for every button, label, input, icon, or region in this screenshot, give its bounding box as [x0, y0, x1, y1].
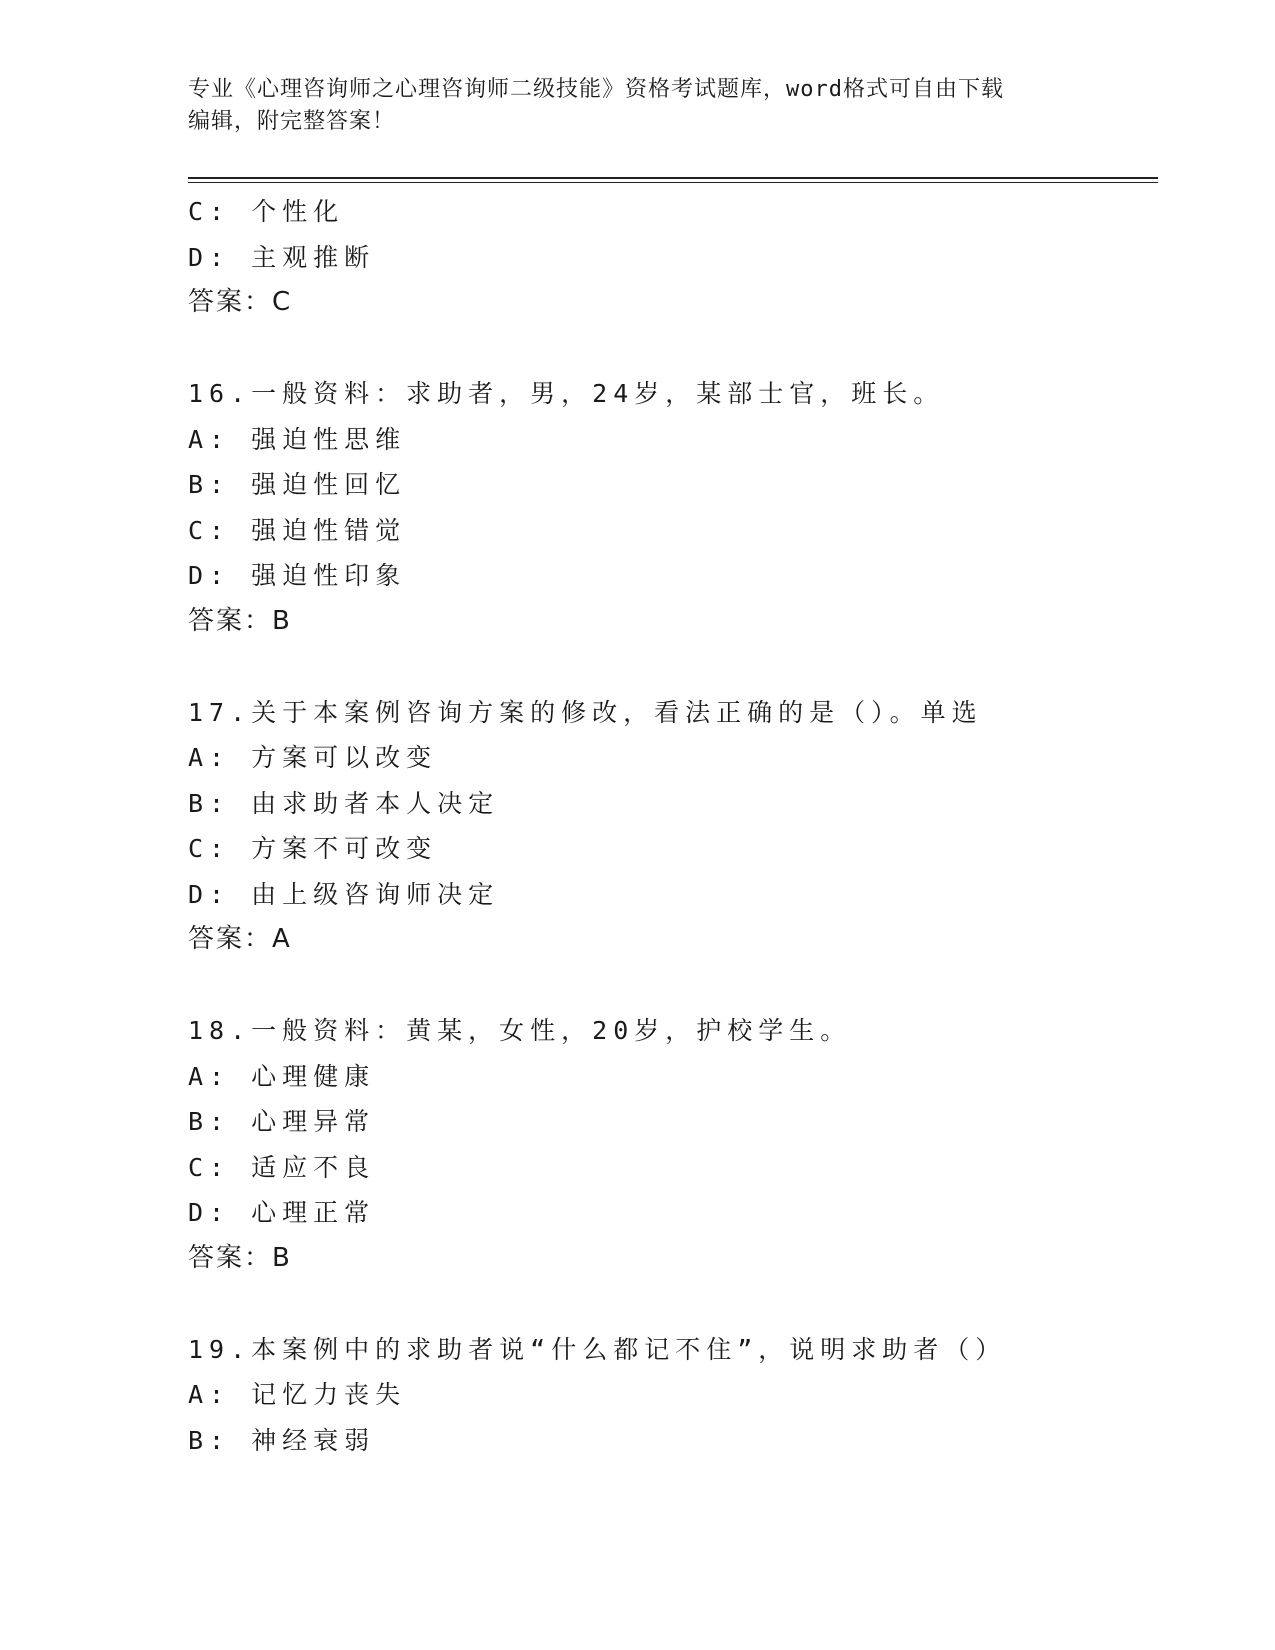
spacer — [188, 644, 1138, 690]
question-stem: 17.关于本案例咨询方案的修改，看法正确的是（）。单选 — [188, 697, 983, 727]
option-b: B: 由求助者本人决定 — [188, 788, 500, 818]
spacer — [188, 326, 1138, 372]
spacer — [188, 1281, 1138, 1327]
document-header — [188, 74, 1088, 138]
header-line-2: 编辑，附完整答案！ — [188, 109, 396, 134]
option-c: C: 适应不良 — [188, 1152, 376, 1182]
option-c: C: 方案不可改变 — [188, 834, 438, 863]
option-a: A: 强迫性思维 — [188, 424, 407, 454]
question-19 — [188, 1327, 1138, 1464]
option-b: B: 强迫性回忆 — [188, 470, 407, 499]
header-divider-thick — [188, 177, 1158, 179]
option-c: C: 个性化 — [188, 197, 345, 226]
option-b: B: 神经衰弱 — [188, 1425, 376, 1455]
option-c: C: 强迫性错觉 — [188, 515, 407, 545]
option-a: A: 心理健康 — [188, 1061, 376, 1091]
answer-line: 答案：B — [188, 605, 292, 636]
question-16 — [188, 371, 1138, 644]
question-17 — [188, 690, 1138, 963]
question-stem: 18.一般资料：黄某，女性，20岁，护校学生。 — [188, 1016, 852, 1045]
option-d: D: 强迫性印象 — [188, 561, 407, 590]
option-d: D: 心理正常 — [188, 1198, 376, 1227]
answer-line: 答案：A — [188, 924, 292, 954]
question-stem: 19.本案例中的求助者说“什么都记不住”，说明求助者（） — [188, 1334, 1007, 1364]
option-b: B: 心理异常 — [188, 1107, 376, 1136]
question-15-continued — [188, 189, 1138, 326]
question-list — [188, 189, 1138, 1463]
spacer — [188, 963, 1138, 1009]
option-a: A: 记忆力丧失 — [188, 1380, 407, 1409]
question-18 — [188, 1008, 1138, 1281]
answer-line: 答案：B — [188, 1242, 292, 1273]
option-d: D: 主观推断 — [188, 242, 376, 272]
option-d: D: 由上级咨询师决定 — [188, 879, 500, 909]
option-a: A: 方案可以改变 — [188, 743, 438, 772]
question-stem: 16.一般资料：求助者，男，24岁，某部士官，班长。 — [188, 379, 945, 408]
answer-line: 答案：C — [188, 287, 293, 317]
header-divider-thin — [188, 182, 1158, 183]
header-line-1: 专业《心理咨询师之心理咨询师二级技能》资格考试题库，word格式可自由下载 — [188, 77, 1004, 102]
